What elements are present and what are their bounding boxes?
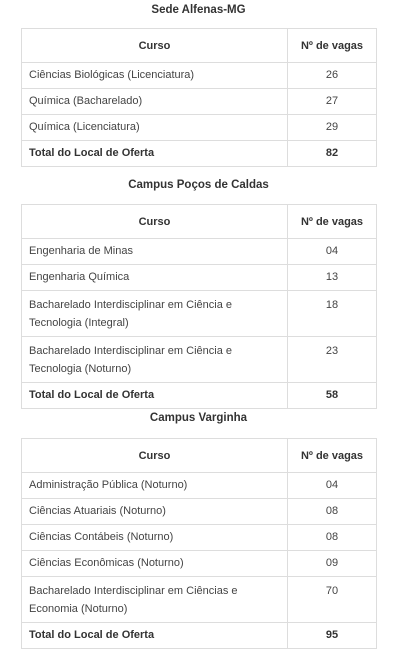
table-header-row — [22, 439, 377, 473]
table-row — [22, 499, 377, 525]
vagas-cell: 27 — [288, 89, 377, 115]
vagas-cell: 09 — [288, 551, 377, 577]
table-row — [22, 337, 377, 383]
table-row — [22, 525, 377, 551]
header-vagas: Nº de vagas — [288, 439, 377, 473]
vagas-table — [21, 28, 377, 167]
curso-cell: Química (Bacharelado) — [22, 89, 288, 115]
table-row — [22, 63, 377, 89]
total-row — [22, 623, 377, 649]
table-row — [22, 291, 377, 337]
total-value: 95 — [288, 623, 377, 649]
section-title: Sede Alfenas-MG — [151, 4, 246, 16]
total-value: 58 — [288, 383, 377, 409]
vagas-cell: 04 — [288, 473, 377, 499]
curso-cell: Bacharelado Interdisciplinar em Ciência e Tecnologia (Noturno) — [22, 337, 288, 383]
curso-cell: Bacharelado Interdisciplinar em Ciências e Economia (Noturno) — [22, 577, 288, 623]
vagas-table — [21, 438, 377, 649]
table-row — [22, 577, 377, 623]
table-row — [22, 473, 377, 499]
header-curso: Curso — [22, 439, 288, 473]
curso-cell: Administração Pública (Noturno) — [22, 473, 288, 499]
total-label: Total do Local de Oferta — [22, 141, 288, 167]
table-header-row — [22, 29, 377, 63]
curso-cell: Bacharelado Interdisciplinar em Ciência e Tecnologia (Integral) — [22, 291, 288, 337]
total-value: 82 — [288, 141, 377, 167]
table-row — [22, 115, 377, 141]
total-label: Total do Local de Oferta — [22, 383, 288, 409]
vagas-cell: 18 — [288, 291, 377, 337]
total-row — [22, 383, 377, 409]
header-vagas: Nº de vagas — [288, 205, 377, 239]
vagas-cell: 70 — [288, 577, 377, 623]
vagas-cell: 26 — [288, 63, 377, 89]
curso-cell: Ciências Econômicas (Noturno) — [22, 551, 288, 577]
vagas-cell: 13 — [288, 265, 377, 291]
header-curso: Curso — [22, 29, 288, 63]
total-label: Total do Local de Oferta — [22, 623, 288, 649]
section-title: Campus Varginha — [149, 412, 248, 424]
vagas-cell: 08 — [288, 499, 377, 525]
table-header-row — [22, 205, 377, 239]
curso-cell: Ciências Contábeis (Noturno) — [22, 525, 288, 551]
vagas-cell: 23 — [288, 337, 377, 383]
total-row — [22, 141, 377, 167]
table-row — [22, 265, 377, 291]
curso-cell: Engenharia Química — [22, 265, 288, 291]
header-curso: Curso — [22, 205, 288, 239]
curso-cell: Ciências Biológicas (Licenciatura) — [22, 63, 288, 89]
curso-cell: Engenharia de Minas — [22, 239, 288, 265]
table-row — [22, 239, 377, 265]
section-title: Campus Poços de Caldas — [128, 179, 269, 191]
vagas-cell: 08 — [288, 525, 377, 551]
vagas-cell: 04 — [288, 239, 377, 265]
vagas-cell: 29 — [288, 115, 377, 141]
vagas-table — [21, 204, 377, 409]
table-row — [22, 89, 377, 115]
curso-cell: Química (Licenciatura) — [22, 115, 288, 141]
header-vagas: Nº de vagas — [288, 29, 377, 63]
table-row — [22, 551, 377, 577]
curso-cell: Ciências Atuariais (Noturno) — [22, 499, 288, 525]
